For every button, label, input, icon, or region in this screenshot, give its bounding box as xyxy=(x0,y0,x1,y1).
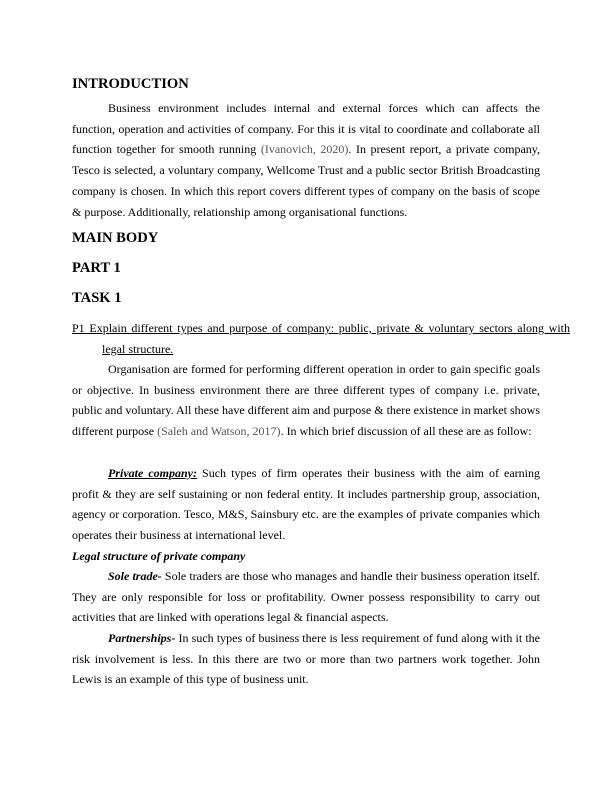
intro-text: Business environment includes internal and external forces which can affects the function, operation and activities of company. For this it is vital to coordinate and collaborate all function together for smooth running xyxy=(72,101,540,157)
private-paragraph xyxy=(72,463,540,546)
private-text: Such types of firm operates their business with the aim of earning profit & they are self sustaining or non federal entity. It includes partnership group, association, agency or corporation. Tesco, M&S, Sainsbury etc. are the examples of private companies which operates their business at international level. xyxy=(72,466,540,543)
private-label: Private company: xyxy=(108,466,198,480)
sole-trade-label: Sole trade- xyxy=(108,569,162,583)
legal-structure-heading: Legal structure of private company xyxy=(72,549,246,563)
main-body-heading: MAIN BODY xyxy=(72,230,159,246)
task-text: Organisation are formed for performing different operation in order to gain specific goals or objective. In business environment there are three different types of company i.e. private, public and voluntary. All these have different aim and purpose & there existence in market shows different purpose xyxy=(72,362,540,439)
intro-heading: INTRODUCTION xyxy=(72,76,189,92)
task-citation: (Saleh and Watson, 2017) xyxy=(157,424,281,439)
sole-trade-paragraph xyxy=(72,566,540,628)
task-heading: TASK 1 xyxy=(72,290,122,306)
sole-trade-text: Sole traders are those who manages and handle their business operation itself. They are only responsible for loss or profitability. Owner possess responsibility to carry out activities that are linked with operations legal & financial aspects. xyxy=(72,569,540,625)
partnerships-label: Partnerships- xyxy=(108,631,176,645)
partnerships-text: In such types of business there is less requirement of fund along with it the risk involvement is less. In this there are two or more than two partners work together. John Lewis is an example of this type of business unit. xyxy=(72,631,540,687)
intro-paragraph xyxy=(72,98,540,222)
intro-citation: (Ivanovich, 2020) xyxy=(260,142,349,157)
task-paragraph xyxy=(72,359,540,442)
part-heading: PART 1 xyxy=(72,260,121,276)
partnerships-paragraph xyxy=(72,628,540,690)
intro-text-cont: . In present report, a private company, Tesco is selected, a voluntary company, Wellcome Trust and a public sector British Broadcasting company is chosen. In which this report covers different types of company on the basis of scope & purpose. Additionally, relationship among organisational functions. xyxy=(72,142,541,219)
task-text-cont: . In which brief discussion of all these are as follow: xyxy=(280,424,532,439)
task-title: P1 Explain different types and purpose of company: public, private & voluntary sectors along with legal structure. xyxy=(72,321,570,356)
